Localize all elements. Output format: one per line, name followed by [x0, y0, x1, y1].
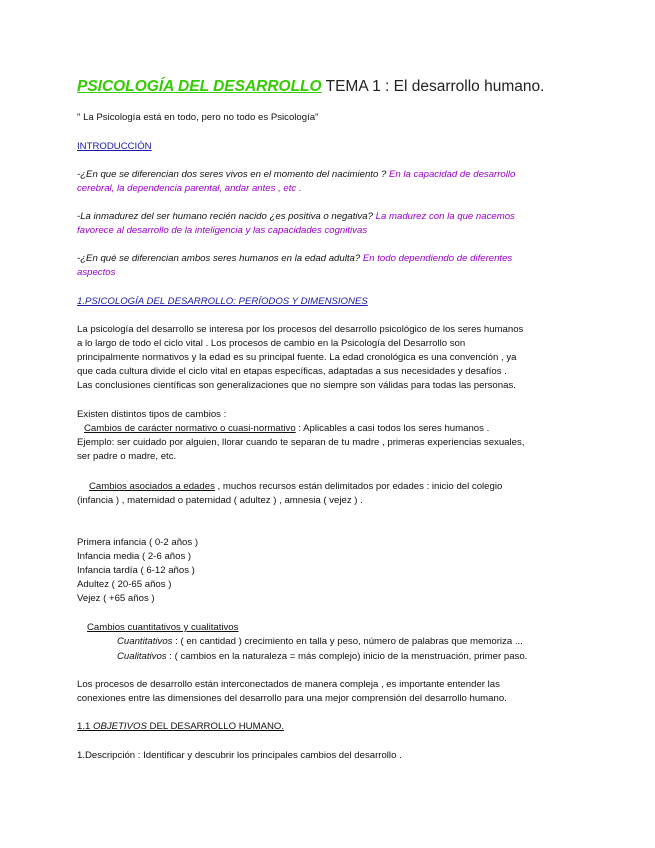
- age-changes-line-2: (infancia ) , maternidad o paternidad ( adultez ) , amnesia ( vejez ) .: [77, 495, 363, 506]
- objectives-heading-italic: OBJETIVOS: [93, 721, 147, 732]
- objective-1: 1.Descripción : Identificar y descubrir los principales cambios del desarrollo .: [77, 750, 402, 761]
- paragraph-1-line: Las conclusiones científicas son generalizaciones que no siempre son válidas para todas las personas.: [77, 380, 516, 391]
- question-1-line-1: [77, 168, 515, 181]
- answer-text: cerebral, la dependencia parental, andar antes , etc .: [77, 183, 302, 194]
- stage-item: Adultez ( 20-65 años ): [77, 579, 172, 590]
- paragraph-2-line: Los procesos de desarrollo están interconectados de manera compleja , es importante entender las: [77, 679, 500, 690]
- stage-item: Infancia tardía ( 6-12 años ): [77, 565, 195, 576]
- question-2-line-2: [77, 224, 367, 237]
- title-main: PSICOLOGÍA DEL DESARROLLO: [77, 78, 322, 95]
- age-changes-text: , muchos recursos están delimitados por edades : inicio del colegio: [214, 481, 503, 492]
- stage-item: Infancia media ( 2-6 años ): [77, 551, 192, 562]
- answer-text: aspectos: [77, 267, 116, 278]
- intro-heading: INTRODUCCIÓN: [77, 141, 152, 152]
- normative-example-line: ser padre o madre, etc.: [77, 451, 177, 462]
- section-1-heading: 1.PSICOLOGÍA DEL DESARROLLO: PERÍODOS Y DIMENSIONES: [77, 296, 368, 307]
- objectives-heading-rest: DEL DESARROLLO HUMANO.: [146, 721, 285, 732]
- paragraph-1-line: principalmente normativos y la edad es su principal fuente. La edad cronológica es una convención , ya: [77, 352, 517, 363]
- qualitative-line: [117, 650, 527, 663]
- answer-text: En todo dependiendo de diferentes: [360, 253, 513, 264]
- quantitative-line: [117, 635, 523, 648]
- age-changes: [89, 480, 502, 493]
- question-1-line-2: [77, 182, 302, 195]
- stage-item: Vejez ( +65 años ): [77, 593, 155, 604]
- normative-example-line: Ejemplo: ser cuidado por alguien, llorar cuando te separan de tu madre , primeras experiencias sexuales,: [77, 437, 525, 448]
- title-subtitle: TEMA 1 : El desarrollo humano.: [321, 78, 545, 95]
- normative-label: Cambios de carácter normativo o cuasi-normativo: [84, 423, 296, 434]
- paragraph-2-line: conexiones entre las dimensiones del desarrollo para una mejor comprensión del desarrollo humano.: [77, 693, 507, 704]
- qualitative-label: Cualitativos: [117, 651, 167, 662]
- question-text: -La inmadurez del ser humano recién nacido ¿es positiva o negativa?: [77, 211, 373, 222]
- objectives-heading: [77, 720, 284, 733]
- answer-text: La madurez con la que nacemos: [372, 211, 515, 222]
- quantitative-label: Cuantitativos: [117, 636, 173, 647]
- answer-text: favorece al desarrollo de la inteligencia y las capacidades cognitivas: [77, 225, 368, 236]
- question-3-line-2: [77, 266, 115, 279]
- normative-changes: [84, 422, 489, 435]
- objectives-heading-num: 1.1: [77, 721, 94, 732]
- paragraph-1-line: La psicología del desarrollo se interesa por los procesos del desarrollo psicológico de los seres humanos: [77, 324, 524, 335]
- age-changes-label: Cambios asociados a edades: [89, 481, 215, 492]
- answer-text: En la capacidad de desarrollo: [386, 169, 516, 180]
- paragraph-1-line: que cada cultura divide el ciclo vital en etapas específicas, adaptadas a sus necesidades y desafíos .: [77, 366, 507, 377]
- stage-item: Primera infancia ( 0-2 años ): [77, 537, 199, 548]
- quantitative-text: : ( en cantidad ) crecimiento en talla y peso, número de palabras que memoriza ...: [172, 636, 523, 647]
- question-3-line-1: [77, 252, 512, 265]
- question-text: -¿En qué se diferencian ambos seres humanos en la edad adulta?: [77, 253, 361, 264]
- document-title: [77, 78, 544, 96]
- normative-text: : Aplicables a casi todos los seres humanos .: [295, 423, 490, 434]
- paragraph-1-line: a lo largo de todo el ciclo vital . Los procesos de cambio en la Psicología del Desarrollo son: [77, 338, 466, 349]
- quote: " La Psicología está en todo, pero no todo es Psicología": [77, 112, 319, 123]
- changes-intro: Existen distintos tipos de cambios :: [77, 409, 227, 420]
- qualitative-text: : ( cambios en la naturaleza = más complejo) inicio de la menstruación, primer paso.: [166, 651, 528, 662]
- quant-qual-label: Cambios cuantitativos y cualitativos: [87, 622, 239, 633]
- question-text: -¿En que se diferencian dos seres vivos en el momento del nacimiento ?: [77, 169, 387, 180]
- question-2-line-1: [77, 210, 515, 223]
